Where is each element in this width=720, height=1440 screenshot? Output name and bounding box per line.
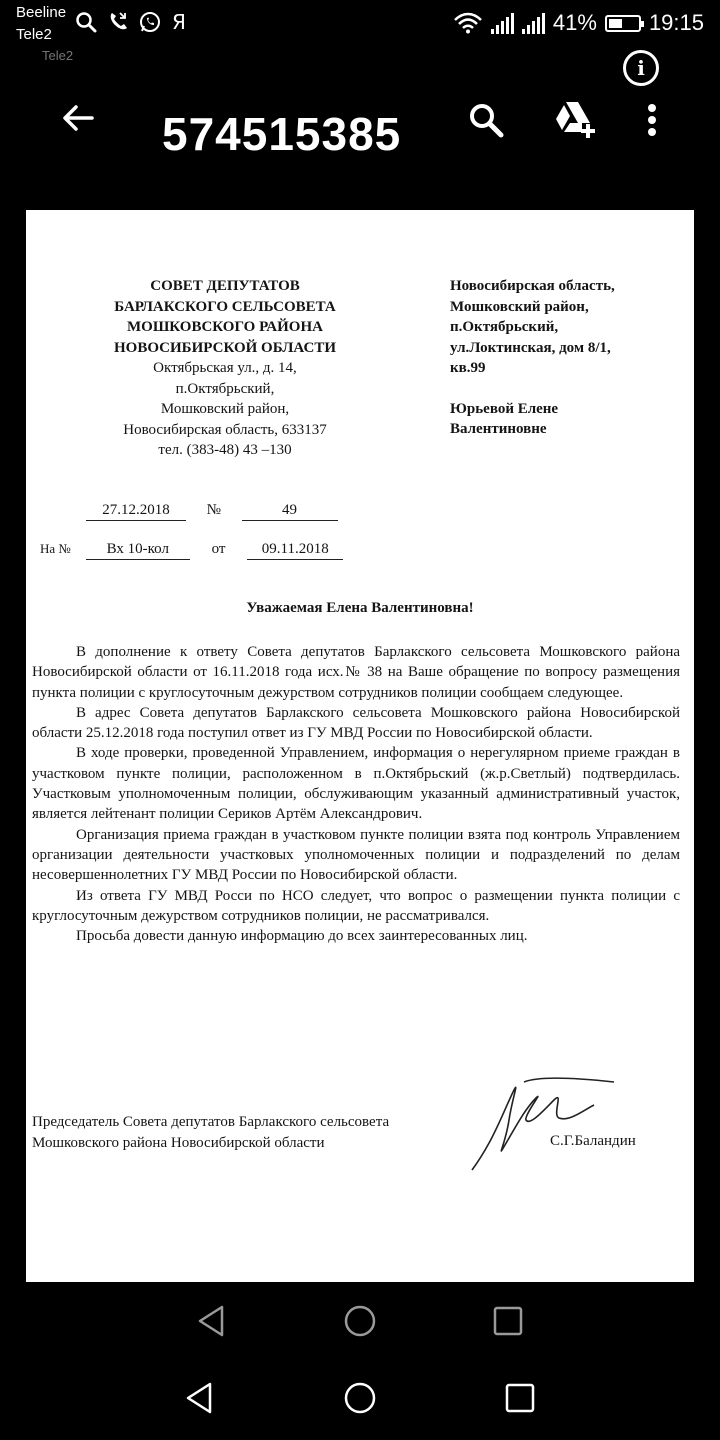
salutation: Уважаемая Елена Валентиновна! [246, 600, 474, 616]
recipient-name-line: Валентиновне [450, 421, 547, 437]
signer-position-line: Председатель Совета депутатов Барлакского сельсовета [32, 1114, 390, 1130]
sender-org-line: БАРЛАКСКОГО СЕЛЬСОВЕТА [114, 298, 336, 315]
handwritten-signature [464, 1070, 634, 1180]
page-title: 574515385 [162, 108, 402, 160]
carrier-name-2: Tele2 [16, 26, 52, 43]
missed-call-icon [106, 10, 130, 34]
clock: 19:15 [648, 10, 704, 35]
whatsapp-icon [138, 10, 162, 34]
wifi-icon [453, 12, 483, 34]
signer-position [32, 1112, 389, 1154]
from-label: от [211, 541, 226, 557]
body-paragraph: В дополнение к ответу Совета депутатов Барлакского сельсовета Мошковского района Новосибирской области от 16.11.2018 года исх.№ 38 на Ваше обращение по вопросу размещения пункта полиции с круглосуточным дежурством сотрудников полиции сообщаем следующее. [32, 644, 680, 701]
reply-row [40, 539, 343, 560]
letter-date: 27.12.2018 [86, 500, 186, 521]
signal-icon-2 [522, 12, 545, 34]
recipient-address-line: Новосибирская область, [450, 278, 615, 294]
sender-address-line: Новосибирская область, 633137 [123, 421, 327, 438]
recipient-address-line: п.Октябрьский, [450, 319, 559, 335]
sender-address-line: п.Октябрьский, [175, 380, 275, 397]
back-arrow-icon[interactable] [58, 98, 98, 138]
back-triangle-icon[interactable] [194, 1303, 230, 1339]
search-icon[interactable] [466, 100, 506, 140]
recipient-address-line: Мошковский район, [450, 298, 589, 315]
sender-org-line: СОВЕТ ДЕПУТАТОВ [150, 278, 300, 294]
navigation-bar [0, 1285, 720, 1355]
sender-org-line: НОВОСИБИРСКОЙ ОБЛАСТИ [113, 339, 337, 356]
signal-icon [491, 12, 514, 34]
battery-percent: 41% [552, 10, 597, 35]
sender-address-line: тел. (383-48) 43 –130 [158, 442, 292, 458]
signer-position-line: Мошковского района Новосибирской области [32, 1135, 325, 1151]
letter-date-row [86, 500, 338, 521]
reply-number: Вх 10-кол [86, 539, 190, 560]
sender-address-line: Мошковский район, [160, 401, 290, 417]
body-paragraph: В ходе проверки, проведенной Управлением, информация о нерегулярном приеме граждан в участковом пункте полиции, расположенном в п.Октябрьский (ж.р.Светлый) подтвердилась. Участковым уполномоченным полиции, обслуживающим указанный административный участок, является лейтенант полиции Сериков Артём Александрович. [32, 745, 680, 823]
reply-date: 09.11.2018 [247, 539, 343, 560]
svg-text:Я: Я [172, 10, 186, 34]
navigation-bar-2 [0, 1362, 720, 1432]
more-vert-icon[interactable] [644, 100, 660, 140]
document-page[interactable] [26, 210, 694, 1282]
battery-icon [605, 15, 641, 32]
yandex-icon [170, 10, 188, 34]
status-icons-right [453, 10, 704, 36]
recents-square-icon[interactable] [490, 1303, 526, 1339]
body-paragraph: Организация приема граждан в участковом пункте полиции взята под контроль Управлением организации деятельности участковых уполномоченных полиции и подразделений по делам несовершеннолетних ГУ МВД России по Новосибирской области. [32, 826, 680, 884]
number-label: № [206, 502, 221, 518]
sender-org-line: МОШКОВСКОГО РАЙОНА [127, 319, 323, 335]
body-paragraph: Из ответа ГУ МВД Росси по НСО следует, что вопрос о размещении пункта полиции с круглосуточным дежурством сотрудников полиции, не рассматривался. [32, 887, 680, 924]
recipient-address-line: ул.Локтинская, дом 8/1, [450, 339, 611, 356]
signer-name: С.Г.Баландин [550, 1133, 636, 1149]
recipient-block [450, 276, 690, 440]
reply-label: На № [40, 541, 71, 556]
notification-icons [74, 10, 188, 34]
info-icon[interactable]: i [623, 50, 659, 86]
body-paragraph: В адрес Совета депутатов Барлакского сельсовета Мошковского района Новосибирской области 25.12.2018 года поступил ответ из ГУ МВД России по Новосибирской области. [32, 704, 680, 742]
ghost-carrier: Tele2 [42, 48, 74, 63]
ghost-status-row [0, 40, 720, 63]
home-circle-icon[interactable] [342, 1380, 378, 1416]
letter-number: 49 [242, 500, 338, 521]
sender-block [80, 276, 370, 461]
drive-add-icon[interactable] [552, 98, 596, 140]
search-icon [74, 10, 98, 34]
recents-square-icon[interactable] [502, 1380, 538, 1416]
carrier-name-1: Beeline [16, 4, 67, 21]
back-triangle-icon[interactable] [182, 1380, 218, 1416]
body-paragraph: Просьба довести данную информацию до всех заинтересованных лиц. [76, 928, 528, 945]
recipient-name-line: Юрьевой Елене [450, 400, 559, 417]
home-circle-icon[interactable] [342, 1303, 378, 1339]
sender-address-line: Октябрьская ул., д. 14, [153, 360, 297, 376]
recipient-address-line: кв.99 [450, 360, 486, 376]
letter-body [32, 642, 680, 946]
